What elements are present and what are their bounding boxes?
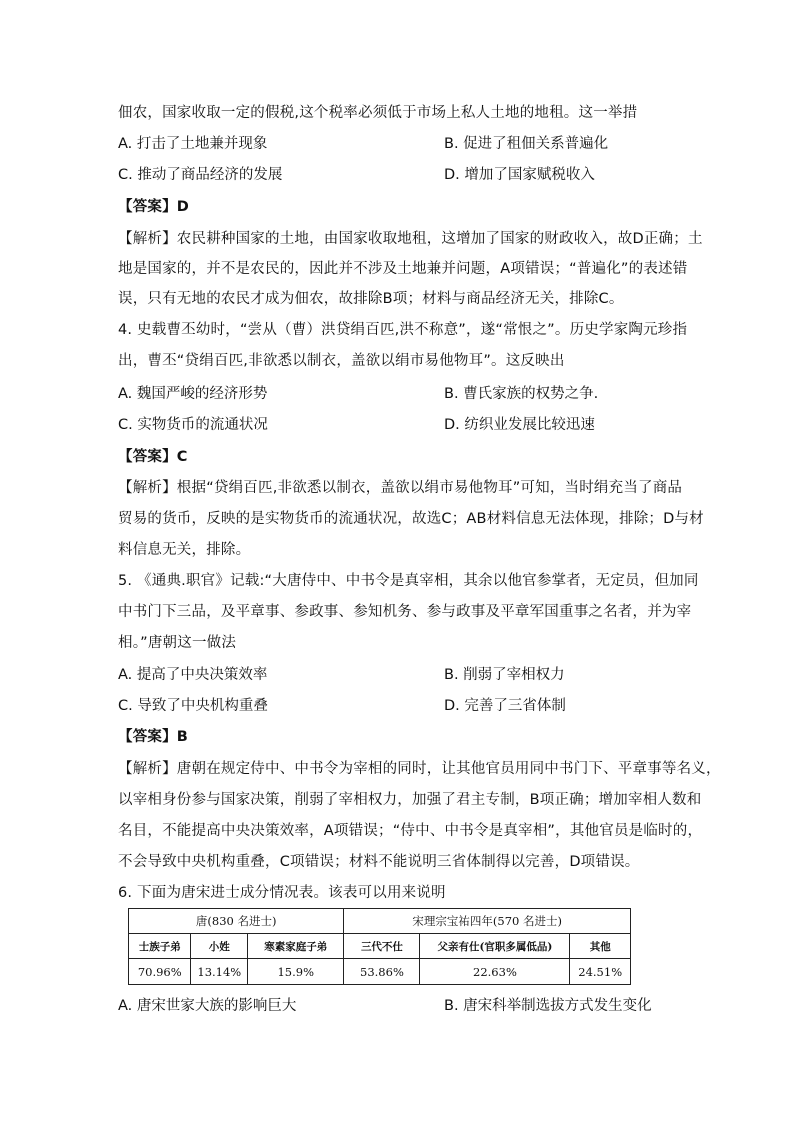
q5-stem-line: 中书门下三品，及平章事、参政事、参知机务、参与政事及平章军国重事之名者，并为宰 — [118, 604, 692, 620]
q5-option-d: D. 完善了三省体制 — [444, 698, 566, 714]
table-column-header: 寒素家庭子弟 — [248, 934, 344, 959]
q5-option-b: B. 削弱了宰相权力 — [444, 667, 565, 683]
q3-analysis-line: 【解析】农民耕种国家的土地，由国家收取地租，这增加了国家的财政收入，故D正确；土 — [118, 231, 703, 247]
q5-option-a: A. 提高了中央决策效率 — [118, 667, 268, 683]
q3-option-c: C. 推动了商品经济的发展 — [118, 167, 283, 183]
table-header-song: 宋理宗宝祐四年(570 名进士) — [344, 909, 631, 934]
q4-stem-line: 4. 史载曹丕幼时，“尝从（曹）洪贷绢百匹,洪不称意”，遂“常恨之”。历史学家陶元珍指 — [118, 322, 688, 338]
q4-option-b: B. 曹氏家族的权势之争. — [444, 386, 599, 402]
table-cell: 53.86% — [344, 959, 420, 985]
q3-stem-tail: 佃农，国家收取一定的假税,这个税率必须低于市场上私人土地的地租。这一举措 — [118, 105, 638, 121]
table-header-tang: 唐(830 名进士) — [129, 909, 344, 934]
q5-analysis-line: 名目，不能提高中央决策效率，A项错误；“侍中、中书令是真宰相”，其他官员是临时的， — [118, 823, 703, 839]
q3-analysis-line: 地是国家的，并不是农民的，因此并不涉及土地兼并问题，A项错误；“普遍化”的表述错 — [118, 261, 688, 277]
q6-option-b: B. 唐宋科举制选拔方式发生变化 — [444, 998, 652, 1014]
q4-analysis-line: 【解析】根据“贷绢百匹,非欲悉以制衣，盖欲以绢市易他物耳”可知，当时绢充当了商品 — [118, 480, 683, 496]
table-column-header: 其他 — [570, 934, 631, 959]
q3-option-b: B. 促进了租佃关系普遍化 — [444, 136, 609, 152]
q5-analysis-line: 【解析】唐朝在规定侍中、中书令为宰相的同时，让其他官员用同中书门下、平章事等名义， — [118, 761, 721, 777]
q4-option-a: A. 魏国严峻的经济形势 — [118, 386, 268, 402]
q5-stem-line: 相。”唐朝这一做法 — [118, 635, 237, 651]
table-column-header: 士族子弟 — [129, 934, 191, 959]
q4-answer: 【答案】C — [118, 449, 188, 465]
table-column-header: 小姓 — [191, 934, 248, 959]
q3-analysis-line: 误，只有无地的农民才成为佃农，故排除B项；材料与商品经济无关，排除C。 — [118, 291, 624, 307]
table-cell: 24.51% — [570, 959, 631, 985]
q6-stem: 6. 下面为唐宋进士成分情况表。该表可以用来说明 — [118, 885, 446, 901]
table-column-header: 三代不仕 — [344, 934, 420, 959]
q4-analysis-line: 料信息无关，排除。 — [118, 542, 251, 558]
q3-option-a: A. 打击了土地兼并现象 — [118, 136, 268, 152]
table-cell: 13.14% — [191, 959, 248, 985]
q3-option-d: D. 增加了国家赋税收入 — [444, 167, 595, 183]
q5-analysis-line: 以宰相身份参与国家决策，削弱了宰相权力，加强了君主专制，B项正确；增加宰相人数和 — [118, 792, 702, 808]
q5-stem-line: 5. 《通典.职官》记载:“大唐侍中、中书令是真宰相，其余以他官参掌者，无定员，但加同 — [118, 573, 699, 589]
q4-option-d: D. 纺织业发展比较迅速 — [444, 417, 595, 433]
q4-stem-line: 出，曹丕“贷绢百匹,非欲悉以制衣，盖欲以绢市易他物耳”。这反映出 — [118, 353, 565, 369]
q5-analysis-line: 不会导致中央机构重叠，C项错误；材料不能说明三省体制得以完善，D项错误。 — [118, 854, 640, 870]
q6-option-a: A. 唐宋世家大族的影响巨大 — [118, 998, 297, 1014]
q5-answer: 【答案】B — [118, 729, 189, 745]
q3-answer: 【答案】D — [118, 199, 190, 215]
table-cell: 22.63% — [420, 959, 570, 985]
jinshi-composition-table — [128, 908, 631, 985]
q4-option-c: C. 实物货币的流通状况 — [118, 417, 268, 433]
table-column-header: 父亲有仕(官职多属低品) — [420, 934, 570, 959]
q5-option-c: C. 导致了中央机构重叠 — [118, 698, 268, 714]
q4-analysis-line: 贸易的货币，反映的是实物货币的流通状况，故选C；AB材料信息无法体现，排除；D与材 — [118, 511, 704, 527]
table-cell: 70.96% — [129, 959, 191, 985]
table-cell: 15.9% — [248, 959, 344, 985]
